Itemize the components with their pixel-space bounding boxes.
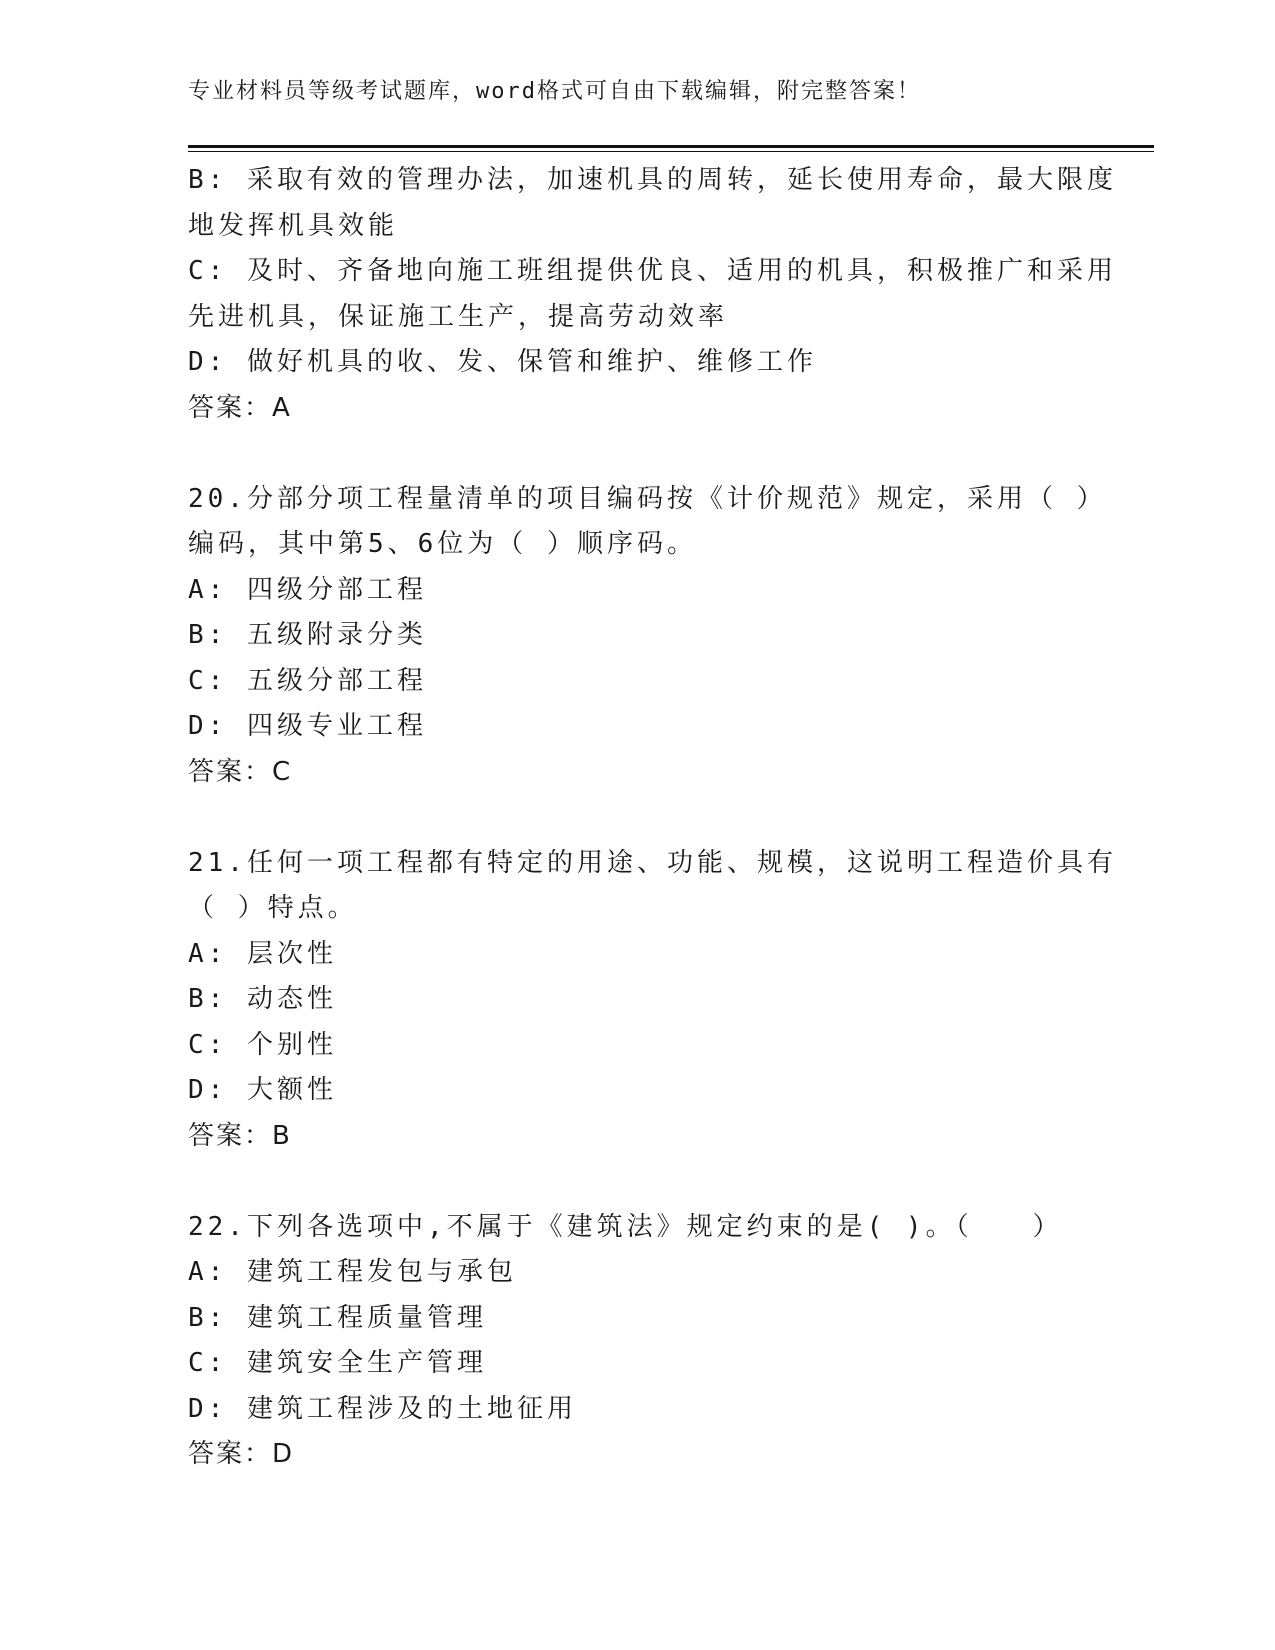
- question-stem-continued: （ ）特点。: [188, 893, 358, 923]
- option-c-continued: 先进机具，保证施工生产，提高劳动效率: [188, 301, 729, 332]
- option-c: C: 建筑安全生产管理: [188, 1348, 487, 1378]
- question-21: [188, 841, 1117, 1160]
- page-header: 专业材料员等级考试题库，word格式可自由下载编辑，附完整答案！: [188, 79, 921, 104]
- question-stem-continued: 编码，其中第5、6位为（ ）顺序码。: [188, 529, 697, 559]
- option-d: D: 建筑工程涉及的土地征用: [188, 1393, 577, 1424]
- option-c: C: 及时、齐备地向施工班组提供优良、适用的机具，积极推广和采用: [188, 256, 1117, 286]
- spacer: [188, 795, 1088, 841]
- answer: 答案：D: [188, 1439, 295, 1469]
- option-d: D: 四级专业工程: [188, 711, 427, 741]
- answer: 答案：A: [188, 392, 292, 423]
- spacer: [188, 431, 1088, 477]
- question-stem: 22.下列各选项中,不属于《建筑法》规定约束的是( )。（ ）: [188, 1211, 1063, 1242]
- question-stem: 21.任何一项工程都有特定的用途、功能、规模，这说明工程造价具有: [188, 847, 1117, 878]
- option-a: A: 四级分部工程: [188, 574, 427, 605]
- option-d: D: 做好机具的收、发、保管和维护、维修工作: [188, 347, 817, 377]
- option-d: D: 大额性: [188, 1075, 337, 1105]
- question-22: [188, 1205, 1088, 1478]
- option-c: C: 五级分部工程: [188, 665, 427, 696]
- option-b-continued: 地发挥机具效能: [188, 210, 399, 241]
- answer: 答案：B: [188, 1120, 292, 1151]
- option-b: B: 五级附录分类: [188, 620, 427, 650]
- option-c: C: 个别性: [188, 1029, 337, 1060]
- question-content: [188, 158, 1117, 1478]
- answer: 答案：C: [188, 756, 293, 787]
- question-20: [188, 477, 1107, 796]
- header-divider-thin: [188, 151, 1154, 152]
- option-b: B: 采取有效的管理办法，加速机具的周转，延长使用寿命，最大限度: [188, 165, 1117, 195]
- option-b: B: 动态性: [188, 984, 337, 1014]
- header-divider-thick: [188, 145, 1154, 148]
- spacer: [188, 1159, 1088, 1205]
- option-a: A: 层次性: [188, 938, 337, 969]
- option-a: A: 建筑工程发包与承包: [188, 1257, 517, 1287]
- question-stem: 20.分部分项工程量清单的项目编码按《计价规范》规定，采用（ ）: [188, 483, 1107, 514]
- question-continuation: [188, 158, 1117, 431]
- option-b: B: 建筑工程质量管理: [188, 1302, 487, 1333]
